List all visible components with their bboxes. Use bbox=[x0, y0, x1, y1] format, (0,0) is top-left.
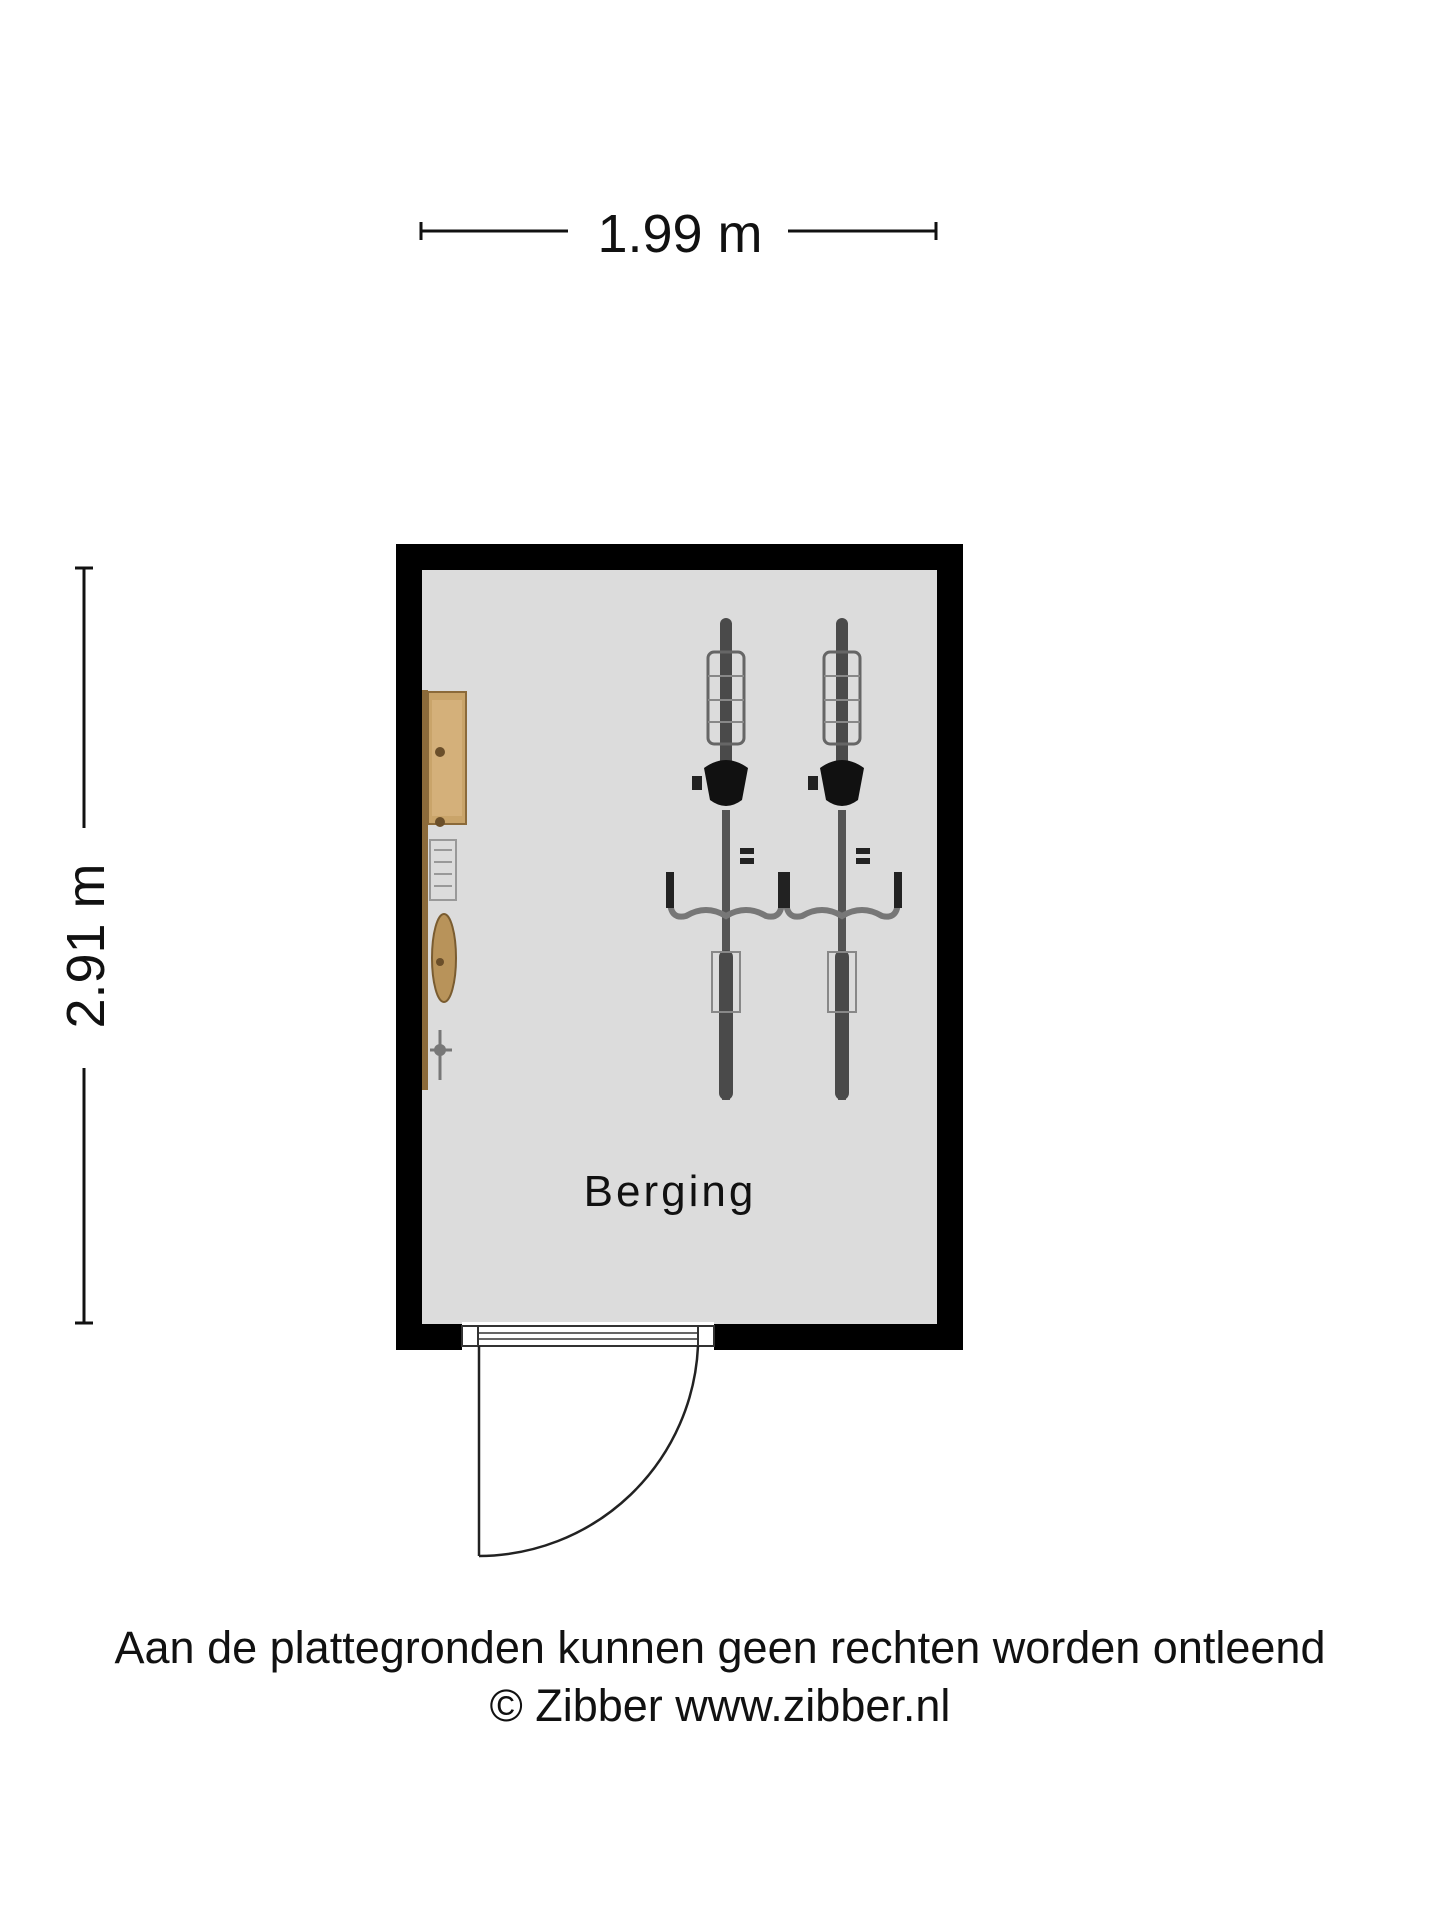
copyright-text: © Zibber www.zibber.nl bbox=[489, 1680, 951, 1731]
width-dimension-label: 1.99 m bbox=[597, 204, 763, 264]
room-label: Berging bbox=[583, 1167, 757, 1216]
room-berging bbox=[396, 544, 963, 1352]
height-dimension-label: 2.91 m bbox=[56, 863, 116, 1029]
width-dimension bbox=[421, 204, 936, 264]
door-swing-icon bbox=[479, 1346, 698, 1556]
disclaimer-text: Aan de plattegronden kunnen geen rechten worden ontleend bbox=[114, 1622, 1326, 1673]
height-dimension bbox=[56, 568, 116, 1323]
